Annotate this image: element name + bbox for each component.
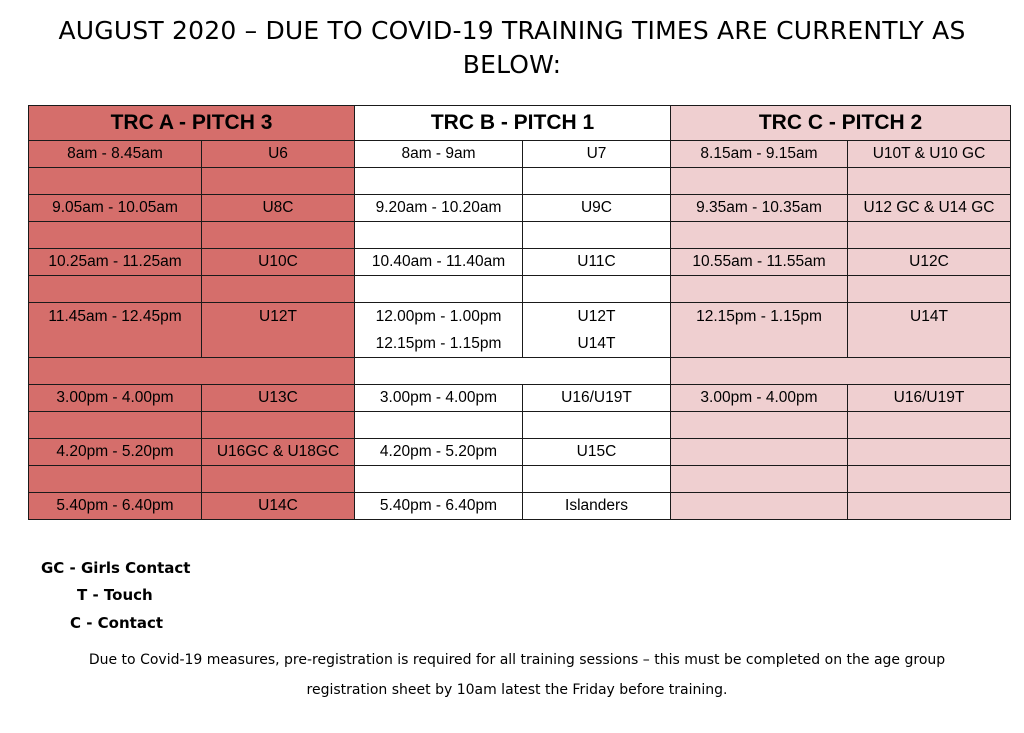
legend-item-contact: C - Contact	[70, 614, 164, 632]
time-cell: 9.20am - 10.20am	[355, 195, 523, 222]
table-row	[29, 493, 1011, 520]
empty-cell	[202, 222, 355, 249]
empty-cell	[848, 439, 1011, 466]
group-cell	[523, 303, 671, 358]
empty-cell	[202, 168, 355, 195]
time-cell: 4.20pm - 5.20pm	[29, 439, 202, 466]
empty-cell	[523, 222, 671, 249]
table-row	[29, 385, 1011, 412]
registration-note-line-1: Due to Covid-19 measures, pre-registration is required for all training sessions – this must be completed on the age group	[88, 652, 946, 668]
legend-item-girls-contact: GC - Girls Contact	[41, 559, 191, 577]
empty-cell	[29, 168, 202, 195]
empty-cell	[848, 168, 1011, 195]
time-cell	[671, 303, 848, 358]
table-header-row	[29, 106, 1011, 141]
empty-cell	[202, 276, 355, 303]
group-cell: U11C	[523, 249, 671, 276]
empty-cell	[355, 412, 523, 439]
time-cell: 10.55am - 11.55am	[671, 249, 848, 276]
time-cell: 10.40am - 11.40am	[355, 249, 523, 276]
time-cell: 4.20pm - 5.20pm	[355, 439, 523, 466]
group-text: U14T	[910, 308, 948, 325]
group-cell: Islanders	[523, 493, 671, 520]
group-cell: U8C	[202, 195, 355, 222]
time-text: 12.15pm - 1.15pm	[375, 335, 502, 352]
empty-cell	[848, 466, 1011, 493]
group-cell: U16/U19T	[848, 385, 1011, 412]
time-cell: 9.35am - 10.35am	[671, 195, 848, 222]
time-cell: 10.25am - 11.25am	[29, 249, 202, 276]
empty-cell	[523, 168, 671, 195]
empty-cell	[523, 412, 671, 439]
table-row	[29, 249, 1011, 276]
empty-cell	[29, 222, 202, 249]
empty-cell	[671, 358, 1011, 385]
empty-cell	[671, 439, 848, 466]
group-cell: U10C	[202, 249, 355, 276]
empty-cell	[848, 493, 1011, 520]
empty-cell	[671, 466, 848, 493]
time-cell: 3.00pm - 4.00pm	[355, 385, 523, 412]
group-cell	[202, 303, 355, 358]
empty-cell	[202, 466, 355, 493]
group-text: U12T	[577, 308, 616, 325]
table-row	[29, 195, 1011, 222]
empty-cell	[355, 222, 523, 249]
empty-cell	[29, 276, 202, 303]
group-cell: U16/U19T	[523, 385, 671, 412]
pitch-b-header: TRC B - PITCH 1	[355, 106, 671, 141]
table-row	[29, 303, 1011, 358]
group-cell: U14C	[202, 493, 355, 520]
group-cell: U13C	[202, 385, 355, 412]
table-row-blank	[29, 168, 1011, 195]
title-line-2: BELOW:	[462, 50, 562, 79]
table-row	[29, 141, 1011, 168]
group-cell: U6	[202, 141, 355, 168]
empty-cell	[202, 412, 355, 439]
empty-cell	[523, 466, 671, 493]
title-line-1: AUGUST 2020 – DUE TO COVID-19 TRAINING TIMES ARE CURRENTLY AS	[58, 16, 966, 45]
group-cell	[848, 303, 1011, 358]
empty-cell	[848, 412, 1011, 439]
table-row-blank	[29, 222, 1011, 249]
training-schedule-table	[28, 105, 1011, 520]
pitch-a-header: TRC A - PITCH 3	[29, 106, 355, 141]
empty-cell	[29, 358, 355, 385]
table-row-blank	[29, 466, 1011, 493]
empty-cell	[671, 276, 848, 303]
group-text: U14T	[577, 335, 616, 352]
group-cell: U15C	[523, 439, 671, 466]
empty-cell	[671, 168, 848, 195]
empty-cell	[671, 222, 848, 249]
empty-cell	[355, 358, 671, 385]
table-row-break	[29, 358, 1011, 385]
legend-item-touch: T - Touch	[77, 586, 153, 604]
table-row-blank	[29, 412, 1011, 439]
time-text: 12.15pm - 1.15pm	[696, 308, 822, 325]
empty-cell	[848, 222, 1011, 249]
empty-cell	[355, 466, 523, 493]
time-text: 11.45am - 12.45pm	[48, 308, 182, 325]
time-cell	[29, 303, 202, 358]
time-cell	[355, 303, 523, 358]
page-title	[12, 14, 1012, 82]
empty-cell	[671, 493, 848, 520]
group-cell: U9C	[523, 195, 671, 222]
group-text: U12T	[259, 308, 297, 325]
group-cell: U16GC & U18GC	[202, 439, 355, 466]
table-row-blank	[29, 276, 1011, 303]
group-cell: U12C	[848, 249, 1011, 276]
time-cell: 3.00pm - 4.00pm	[29, 385, 202, 412]
group-cell: U7	[523, 141, 671, 168]
empty-cell	[523, 276, 671, 303]
empty-cell	[355, 168, 523, 195]
empty-cell	[29, 412, 202, 439]
registration-note-line-2: registration sheet by 10am latest the Friday before training.	[306, 682, 728, 698]
empty-cell	[29, 466, 202, 493]
time-text: 12.00pm - 1.00pm	[375, 308, 502, 325]
time-cell: 8am - 8.45am	[29, 141, 202, 168]
pitch-c-header: TRC C - PITCH 2	[671, 106, 1011, 141]
empty-cell	[671, 412, 848, 439]
group-cell: U10T & U10 GC	[848, 141, 1011, 168]
time-cell: 5.40pm - 6.40pm	[355, 493, 523, 520]
table-row	[29, 439, 1011, 466]
time-cell: 3.00pm - 4.00pm	[671, 385, 848, 412]
empty-cell	[355, 276, 523, 303]
time-cell: 5.40pm - 6.40pm	[29, 493, 202, 520]
group-cell: U12 GC & U14 GC	[848, 195, 1011, 222]
time-cell: 8am - 9am	[355, 141, 523, 168]
time-cell: 8.15am - 9.15am	[671, 141, 848, 168]
time-cell: 9.05am - 10.05am	[29, 195, 202, 222]
empty-cell	[848, 276, 1011, 303]
